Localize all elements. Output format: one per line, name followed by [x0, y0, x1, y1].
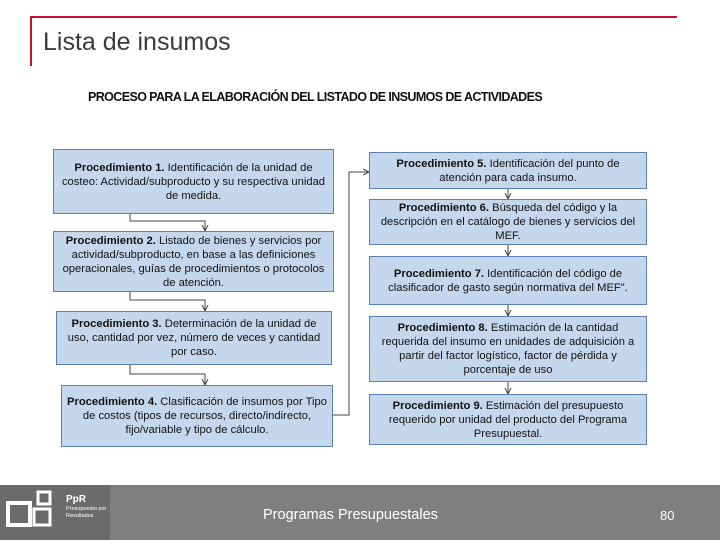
procedure-7-text: Identificación del código de clasificador de gasto según normativa del MEF".: [388, 267, 628, 294]
procedure-4-label: Procedimiento 4.: [67, 396, 158, 408]
procedure-5-text: Identificación del punto de atención para cada insumo.: [439, 157, 620, 184]
procedure-4-text: Clasificación de insumos por Tipo de costos (tipos de recursos, directo/indirecto, fijo/variable y tipo de cálculo.: [82, 396, 327, 436]
arrow-4-5: [333, 172, 369, 415]
procedure-9-box: [369, 394, 647, 445]
procedure-3-text: Determinación de la unidad de uso, cantidad por vez, número de veces y cantidad por caso.: [67, 318, 321, 358]
procedure-9-text: Estimación del presupuesto requerido por unidad del producto del Programa Presupuestal.: [388, 399, 628, 440]
procedure-5-label: Procedimiento 5.: [396, 157, 487, 170]
arrow-2-3: [130, 292, 205, 311]
procedure-8-text: Estimación de la cantidad requerida del insumo en unidades de adquisición a partir del factor logístico, factor de pérdida y porcentaje de uso: [381, 322, 635, 376]
procedure-8-box: [369, 316, 647, 382]
procedure-2-text: Listado de bienes y servicios por actividad/subproducto, en base a las definiciones operacionales, guías de procedimientos o protocolos de atención.: [62, 234, 325, 289]
page-number: 80: [660, 508, 675, 523]
procedure-2-box: [53, 231, 334, 292]
procedure-8-label: Procedimiento 8.: [397, 322, 488, 334]
procedure-9-label: Procedimiento 9.: [392, 399, 483, 412]
procedure-6-text: Búsqueda del código y la descripción en el catálogo de bienes y servicios del MEF.: [380, 202, 636, 242]
footer-center-text: Programas Presupuestales: [263, 507, 438, 523]
ppr-logo-icon: [0, 485, 66, 540]
procedure-1-text: Identificación de la unidad de costeo: Actividad/subproducto y su respectiva unidad de medida.: [61, 161, 326, 202]
arrow-3-4: [130, 365, 205, 385]
procedure-7-box: [369, 256, 647, 305]
procedure-4-box: [61, 385, 333, 447]
slide-title: Lista de insumos: [43, 28, 231, 56]
procedure-2-label: Procedimiento 2.: [65, 234, 156, 247]
logo-subtext: Presupuesto por Resultados: [66, 506, 107, 519]
procedure-1-box: [53, 149, 334, 214]
arrow-1-2: [130, 214, 205, 231]
procedure-3-label: Procedimiento 3.: [71, 318, 162, 330]
procedure-1-label: Procedimiento 1.: [74, 161, 165, 174]
logo-text: PpR: [66, 494, 86, 505]
diagram-title: PROCESO PARA LA ELABORACIÓN DEL LISTADO DE INSUMOS DE ACTIVIDADES: [88, 90, 543, 104]
procedure-6-box: [369, 199, 647, 245]
procedure-7-label: Procedimiento 7.: [393, 267, 485, 280]
procedure-5-box: [369, 152, 647, 189]
procedure-6-label: Procedimiento 6.: [398, 202, 489, 214]
procedure-3-box: [56, 311, 332, 365]
